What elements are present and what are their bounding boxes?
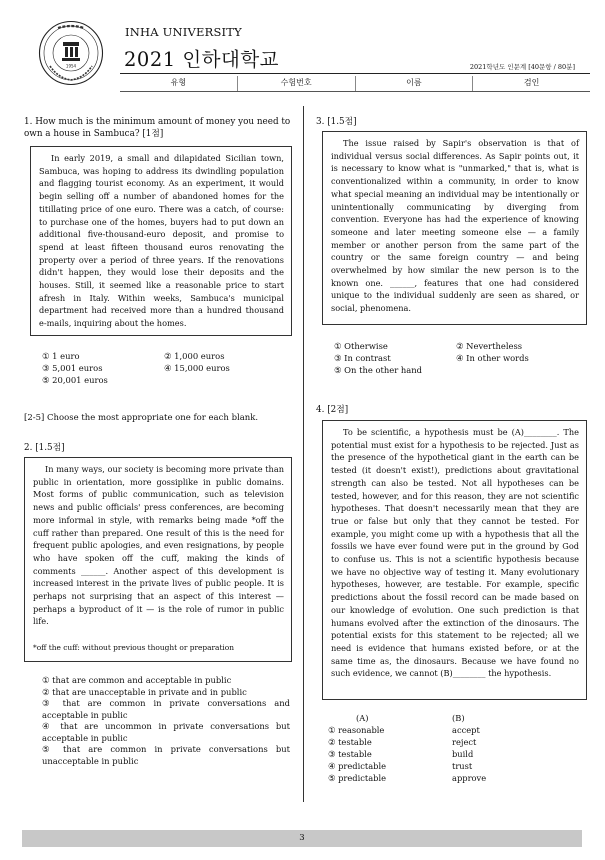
university-name: INHA UNIVERSITY — [125, 25, 242, 39]
q1-stem: 1. How much is the minimum amount of money you need to own a house in Sambuca? [1점] — [24, 117, 291, 139]
q1-option-2[interactable]: ② 1,000 euros — [164, 351, 225, 361]
q2-option-2[interactable]: ② that are unacceptable in private and in public — [42, 686, 247, 697]
q4-option-2-b: reject — [452, 737, 477, 747]
q3-option-4[interactable]: ④ In other words — [456, 353, 529, 363]
q2-option-4[interactable]: ④ that are uncommon in private conversations but acceptable in public — [42, 721, 290, 743]
q2-option-3[interactable]: ③ that are common in private conversations and acceptable in public — [42, 698, 290, 720]
q4-option-3[interactable] — [328, 748, 486, 760]
exam-info: 2021학년도 인문계 [40문항 / 80분] — [469, 63, 575, 71]
q3-label: 3. [1.5점] — [316, 117, 357, 127]
exam-header — [0, 0, 605, 100]
q2-options — [42, 675, 290, 767]
q4-option-4-a: ④ predictable — [328, 761, 387, 771]
q1-passage — [30, 146, 292, 336]
q2-label: 2. [1.5점] — [24, 443, 65, 453]
q4-option-2-a: ② testable — [328, 737, 372, 747]
q2-passage — [24, 457, 292, 662]
q1-option-5[interactable]: ⑤ 20,001 euros — [42, 375, 108, 385]
q4-label: 4. [2점] — [316, 405, 349, 415]
field-exam-number[interactable]: 수험번호 — [238, 76, 356, 91]
q4-option-4-b: trust — [452, 761, 473, 771]
q2-footnote: *off the cuff: without previous thought or preparation — [33, 643, 235, 653]
q4-option-1-b: accept — [452, 725, 480, 735]
field-name[interactable]: 이름 — [356, 76, 474, 91]
q2-option-1[interactable]: ① that are common and acceptable in public — [42, 675, 232, 685]
q4-passage-text: To be scientific, a hypothesis must be (A)________. The potential must exist for a hypothesis to be rejected. Just as the presence of the hypothetical giant in the earth can be tested (it doesn't exist!), predictions about gravitational strength can also be tested. Not all hypotheses can be tested, however, and for this reason, they are not scientific hypotheses. That doesn't necessarily mean that they are true or false but only that they cannot be tested. For example, you might come up with a hypothesis that all the fossils we have ever found were put in the ground by God to confuse us. This is not a scientific hypothesis because we have no objective way of testing it. Many evolutionary hypotheses, however, are testable. For example, specific predictions about the fossil record can be made based on our knowledge of evolution. One such prediction is that humans evolved after the extinction of the dinosaurs. The potential exists for this statement to be rejected; all we need is evidence that humans existed before, or at the same time as, the dinosaurs. Because we have found no such evidence, we cannot (B)________ the hypothesis. — [331, 427, 579, 679]
q3-passage-text: The issue raised by Sapir's observation is that of individual versus social differences. As Sapir points out, it is necessary to know what is "unmarked," that is, what is conventionalized within a community, in order to know what special meaning an individual may be intentionally or unintentionally communicating by diverging from convention. Everyone has had the experience of knowing someone and later meeting someone else — a family member or another person from the same part of the country or the same foreign country — and being overwhelmed by how similar the new person is to the known one. ______, features that one had considered unique to the individual suddenly are seen as shared, or social, phenomena. — [331, 138, 579, 314]
header-rule-bottom — [120, 91, 590, 92]
q3-passage — [322, 131, 587, 325]
q3-option-3[interactable]: ③ In contrast — [334, 353, 391, 363]
q1-options — [42, 350, 284, 386]
page-number: 3 — [299, 833, 305, 843]
q4-passage — [322, 420, 587, 700]
q4-col-a-header: (A) — [356, 713, 369, 723]
q4-option-1-a: ① reasonable — [328, 725, 385, 735]
page-footer — [22, 830, 582, 847]
q3-option-5[interactable]: ⑤ On the other hand — [334, 365, 423, 375]
q1-option-3[interactable]: ③ 5,001 euros — [42, 363, 103, 373]
instruction: [2-5] Choose the most appropriate one for each blank. — [24, 413, 259, 423]
q4-option-5[interactable] — [328, 772, 486, 784]
q2-passage-text: In many ways, our society is becoming more private than public in orientation, more gossiplike in public domains. Most forms of public communication, such as television news and public officials' press conferences, are becoming more informal in style, with remarks being made *off the cuff rather than prepared. One result of this is the need for frequent public apologies, and even resignations, by people who have spoken off the cuff, making the kinds of comments ______. Another aspect of this development is increased interest in the private lives of public people. It is perhaps not surprising that an aspect of this interest — perhaps a byproduct of it — is the role of rumor in public life. — [33, 464, 284, 627]
q3-option-1[interactable]: ① Otherwise — [334, 341, 388, 351]
q2-option-5[interactable]: ⑤ that are common in private conversations but unacceptable in public — [42, 744, 290, 766]
header-rule — [120, 73, 590, 74]
q4-option-3-b: build — [452, 749, 474, 759]
q4-option-2[interactable] — [328, 736, 486, 748]
q3-options — [334, 340, 576, 376]
q1-passage-text: In early 2019, a small and dilapidated Sicilian town, Sambuca, was hoping to address its dwindling population and flagging tourist economy. As an experiment, it would begin selling off a number of abandoned homes for the titillating price of one euro. There was a catch, of course: to purchase one of the homes, buyers had to put down an additional five-thousand-euro deposit, and promise to spend at least fifteen thousand euros renovating the property over a period of three years. If the renovations didn't happen, they would lose their deposits and the houses. Still, it seemed like a reasonable price to start afresh in Italy. Within weeks, Sambuca's municipal department had received more than a hundred thousand e-mails, inquiring about the homes. — [39, 153, 284, 329]
q4-option-3-a: ③ testable — [328, 749, 372, 759]
q3-option-2[interactable]: ② Nevertheless — [456, 341, 523, 351]
candidate-fields — [120, 76, 590, 91]
q4-option-4[interactable] — [328, 760, 486, 772]
q4-options-table — [328, 712, 486, 784]
q1-option-4[interactable]: ④ 15,000 euros — [164, 363, 230, 373]
exam-title: 2021 인하대학교 — [124, 48, 280, 71]
q4-option-5-a: ⑤ predictable — [328, 773, 387, 783]
q4-option-5-b: approve — [452, 773, 487, 783]
q1-option-1[interactable]: ① 1 euro — [42, 351, 80, 361]
q4-col-b-header: (B) — [452, 713, 465, 723]
column-divider — [303, 106, 304, 802]
seal-year: 1954 — [65, 63, 77, 69]
field-type[interactable]: 유형 — [120, 76, 238, 91]
field-seal[interactable]: 검인 — [523, 78, 540, 87]
q4-option-1[interactable] — [328, 724, 486, 736]
university-seal-icon — [38, 20, 104, 86]
